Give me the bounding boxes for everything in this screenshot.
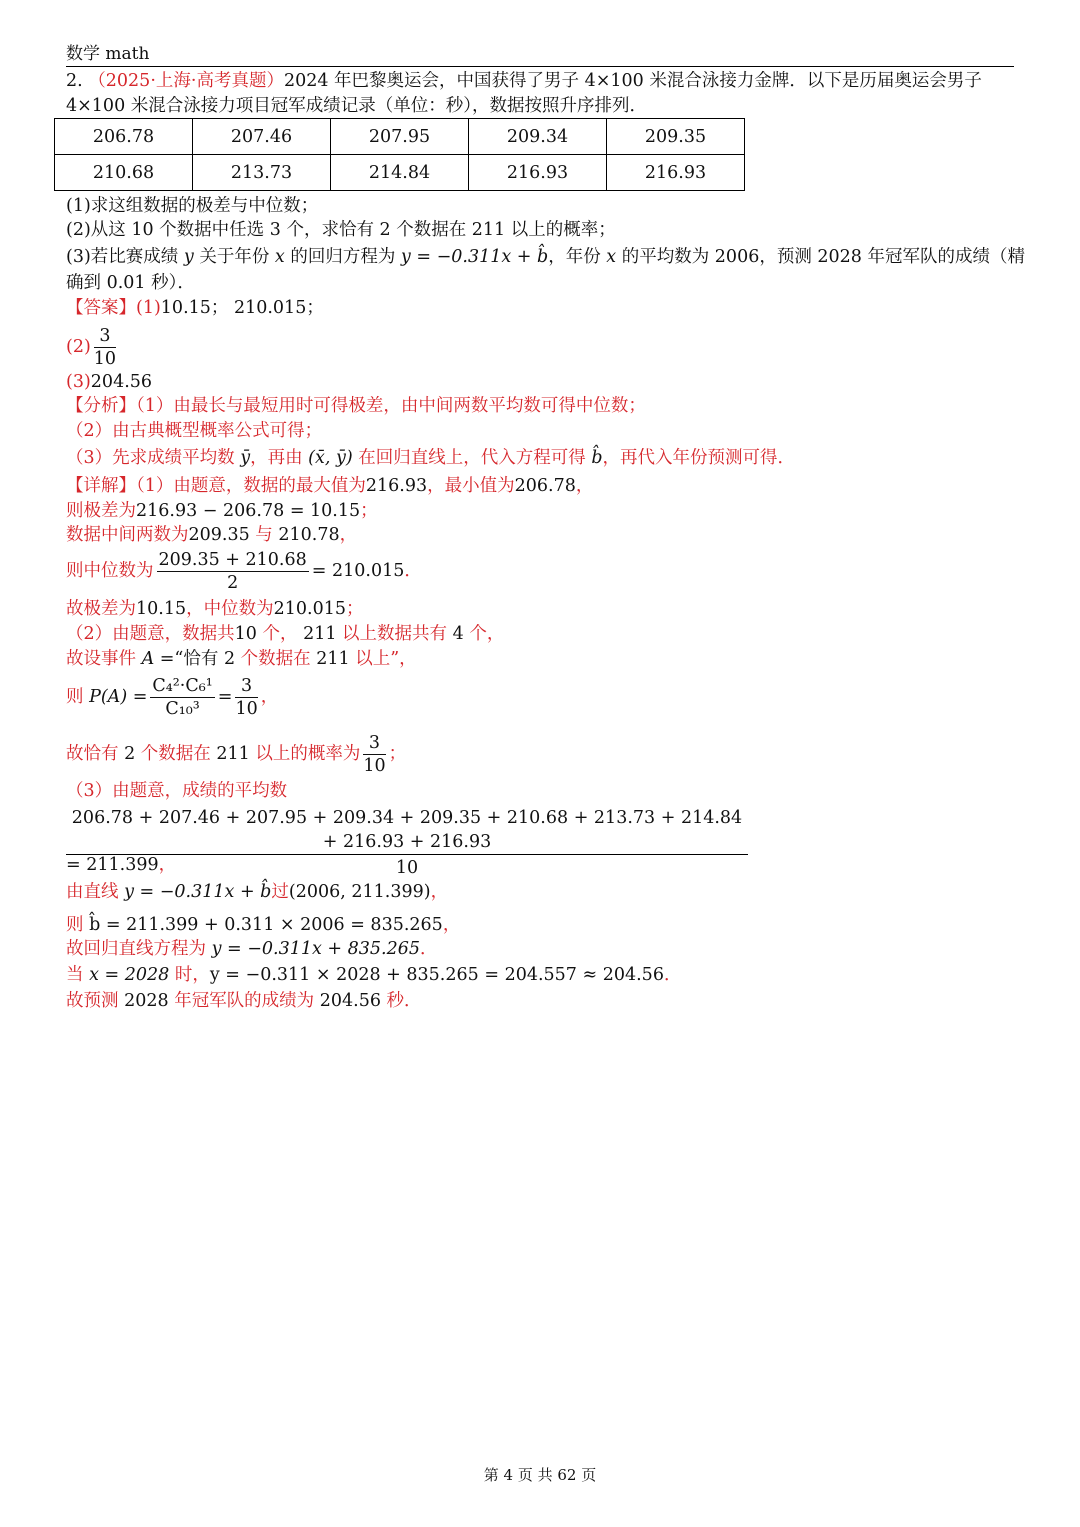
table-cell: 209.35 (607, 119, 745, 155)
max-value: 216.93 (365, 476, 428, 496)
answer-label: 【答案】 (66, 298, 136, 318)
q3-var-x: x (274, 247, 285, 267)
answer-1 (66, 296, 324, 320)
detail-text: 则中位数为 (66, 561, 154, 581)
middle-value-1: 209.35 (188, 525, 250, 545)
table-cell: 207.95 (331, 119, 469, 155)
table-cell: 213.73 (193, 155, 331, 191)
analysis-text: （1）由最长与最短用时可得极差，由中间两数平均数可得中位数； (136, 396, 646, 416)
detail-text: ，中位数为 (186, 599, 274, 619)
median-result: = 210.015 (311, 561, 405, 581)
table-row (55, 155, 745, 191)
table-cell: 214.84 (331, 155, 469, 191)
detail-text: 故恰有 (66, 744, 125, 764)
detail-text: 时， (169, 965, 210, 985)
detail-text: 与 (249, 525, 279, 545)
detail-text: 个， (256, 624, 304, 644)
detail-text: ， (442, 915, 461, 935)
range-equation: 216.93 − 206.78 = 10.15 (136, 501, 361, 521)
prediction-value: 204.56 (319, 991, 381, 1011)
detail-text: ， (575, 476, 594, 496)
b-hat-equation: b̂ = 211.399 + 0.311 × 2006 = 835.265 (89, 915, 443, 935)
table-cell: 210.68 (55, 155, 193, 191)
fraction-numerator: 3 (94, 325, 116, 348)
median-fraction (157, 549, 309, 594)
combination-fraction (150, 675, 214, 720)
year-value: 2028 (124, 991, 169, 1011)
detail-text: ， (260, 687, 279, 707)
answer-2-fraction (94, 325, 116, 370)
detail-text: 故回归直线方程为 (66, 939, 212, 959)
detail-text: 当 (66, 965, 90, 985)
detail-line-6 (66, 622, 504, 646)
median-value: 210.015 (273, 599, 346, 619)
middle-value-2: 210.78 (278, 525, 340, 545)
results-table (54, 118, 745, 191)
detail-text: ； (345, 599, 364, 619)
detail-text: 过 (271, 882, 289, 902)
detail-line-3 (66, 523, 357, 547)
detail-text: 则 (66, 687, 90, 707)
detail-line-7 (66, 647, 417, 671)
answer-3-value: 204.56 (90, 372, 153, 392)
table-cell: 209.34 (469, 119, 607, 155)
detail-line-17 (66, 989, 422, 1013)
detail-text: ． (420, 939, 438, 959)
answer-2 (66, 325, 119, 370)
analysis-text: ，再由 (250, 448, 309, 468)
analysis-line-2: （2）由古典概型概率公式可得； (66, 421, 323, 441)
detail-text: ， (339, 525, 358, 545)
count-value: 10 (234, 624, 257, 644)
detail-line-16 (66, 963, 681, 987)
q3-text: 关于年份 (193, 247, 275, 267)
answer-1-value: 10.15； 210.015； (160, 298, 324, 318)
detail-text: 由直线 (66, 882, 125, 902)
threshold-value: 211 (303, 624, 337, 644)
x-value: x = 2028 (89, 965, 170, 985)
detail-text: 数据中间两数为 (66, 525, 189, 545)
question-3-line-2: 确到 0.01 秒）． (66, 273, 195, 293)
q3-regression-equation: y = −0.311x + b̂ (400, 247, 549, 267)
answer-1-tag: (1) (136, 298, 161, 318)
probability-symbol: P(A) = (89, 687, 148, 707)
detail-text: 以上数据共有 (336, 624, 453, 644)
q3-text: 的平均数为 2006，预测 2028 年冠军队的成绩（精 (616, 247, 1025, 267)
q3-var-y: y (183, 247, 194, 267)
fraction-numerator: C₄²·C₆¹ (152, 676, 213, 696)
answer-2-tag: (2) (66, 337, 91, 357)
b-hat-symbol: b̂ (591, 448, 603, 468)
q3-text: ，年份 (548, 247, 607, 267)
fraction-denominator: 2 (227, 573, 239, 593)
threshold-value: 211 (216, 744, 250, 764)
threshold-value: 211 (316, 649, 350, 669)
analysis-text: 在回归直线上，代入方程可得 (352, 448, 592, 468)
detail-text: ， (430, 882, 449, 902)
detail-text: 个数据在 (235, 649, 317, 669)
detail-text: ； (360, 501, 378, 521)
detail-text: 以上”， (349, 649, 417, 669)
detail-text: 故设事件 (66, 649, 142, 669)
problem-stem-line-1 (66, 69, 982, 93)
event-symbol: A (141, 649, 155, 669)
detail-line-10: （3）由题意，成绩的平均数 (66, 781, 288, 801)
analysis-line-1 (66, 394, 646, 418)
range-value: 10.15 (136, 599, 187, 619)
answer-3-tag: (3) (66, 372, 91, 392)
detail-line-13 (66, 880, 448, 904)
fraction-numerator: 3 (363, 732, 385, 755)
question-1: (1)求这组数据的极差与中位数； (66, 196, 319, 216)
table-cell: 206.78 (55, 119, 193, 155)
count-value: 4 (452, 624, 464, 644)
detail-text: ，最小值为 (427, 476, 515, 496)
detail-text: 故预测 (66, 991, 125, 1011)
question-3-line-1 (66, 245, 1025, 269)
detail-text: 个数据在 (135, 744, 217, 764)
detail-text: ； (388, 744, 407, 764)
detail-text: ． (663, 965, 682, 985)
fraction-denominator: 10 (93, 349, 117, 369)
detail-line-8 (66, 675, 278, 720)
fraction-denominator: 10 (363, 756, 386, 776)
detail-label: 【详解】 (66, 476, 136, 496)
detail-text: =“恰有 (154, 649, 224, 669)
detail-line-2 (66, 499, 378, 523)
page-header: 数学 math (66, 44, 1014, 67)
count-value: 2 (124, 744, 136, 764)
mean-result: = 211.399 (66, 855, 159, 875)
detail-line-12 (66, 853, 176, 877)
table-cell: 216.93 (607, 155, 745, 191)
table-cell: 207.46 (193, 119, 331, 155)
regression-equation: y = −0.311x + b̂ (124, 882, 272, 902)
q3-text: (3)若比赛成绩 (66, 247, 184, 267)
page-footer: 第 4 页 共 62 页 (483, 1466, 597, 1484)
detail-line-4 (66, 549, 422, 594)
detail-line-15 (66, 937, 438, 961)
answer-3 (66, 370, 152, 394)
detail-text: 故极差为 (66, 599, 136, 619)
probability-fraction (363, 732, 385, 777)
problem-stem-line-2: 4×100 米混合泳接力项目冠军成绩记录（单位：秒），数据按照升序排列． (66, 96, 648, 116)
problem-source: （2025·上海·高考真题） (88, 71, 284, 91)
count-value: 2 (223, 649, 236, 669)
analysis-text: （3）先求成绩平均数 (66, 448, 241, 468)
fraction-numerator: 206.78 + 207.46 + 207.95 + 209.34 + 209.35 + 210.68 + 213.73 + 214.84 + 216.93 + 216.93 (66, 806, 748, 855)
detail-text: 则 (66, 915, 90, 935)
probability-fraction (235, 675, 257, 720)
mean-point: (2006, 211.399) (288, 882, 431, 902)
problem-number: 2. (66, 71, 83, 91)
fraction-denominator: 10 (395, 858, 419, 878)
analysis-line-3 (66, 446, 795, 470)
fraction-numerator: 209.35 + 210.68 (158, 550, 307, 570)
mean-y-symbol: ȳ (240, 448, 251, 468)
detail-line-5 (66, 597, 363, 621)
detail-line-1 (66, 474, 593, 498)
mean-point-symbol: (x̄, ȳ) (308, 448, 353, 468)
detail-text: （1）由题意，数据的最大值为 (136, 476, 366, 496)
fitted-equation: y = −0.311x + 835.265 (211, 939, 421, 959)
q3-var-x: x (606, 247, 617, 267)
q3-text: 的回归方程为 (284, 247, 401, 267)
detail-text: ， (158, 855, 177, 875)
prediction-equation: y = −0.311 × 2028 + 835.265 = 204.557 ≈ 204.56 (209, 965, 664, 985)
analysis-label: 【分析】 (66, 396, 136, 416)
equals-sign: = (217, 687, 233, 707)
detail-text: （2）由题意，数据共 (66, 624, 235, 644)
fraction-numerator: 3 (235, 675, 257, 698)
detail-text: 秒． (380, 991, 422, 1011)
table-row (55, 119, 745, 155)
detail-text: 年冠军队的成绩为 (168, 991, 320, 1011)
min-value: 206.78 (514, 476, 576, 496)
detail-text: ． (404, 561, 422, 581)
question-2: (2)从这 10 个数据中任选 3 个，求恰有 2 个数据在 211 以上的概率； (66, 220, 616, 240)
fraction-denominator: C₁₀³ (165, 699, 200, 719)
detail-text: 以上的概率为 (249, 744, 361, 764)
detail-line-9 (66, 732, 406, 777)
detail-text: 则极差为 (66, 501, 136, 521)
detail-text: 个， (463, 624, 505, 644)
detail-line-14 (66, 913, 460, 937)
problem-stem-text-1: 2024 年巴黎奥运会，中国获得了男子 4×100 米混合泳接力金牌．以下是历届奥运会男子 (283, 71, 982, 91)
table-cell: 216.93 (469, 155, 607, 191)
fraction-denominator: 10 (235, 699, 258, 719)
analysis-text: ，再代入年份预测可得． (602, 448, 796, 468)
